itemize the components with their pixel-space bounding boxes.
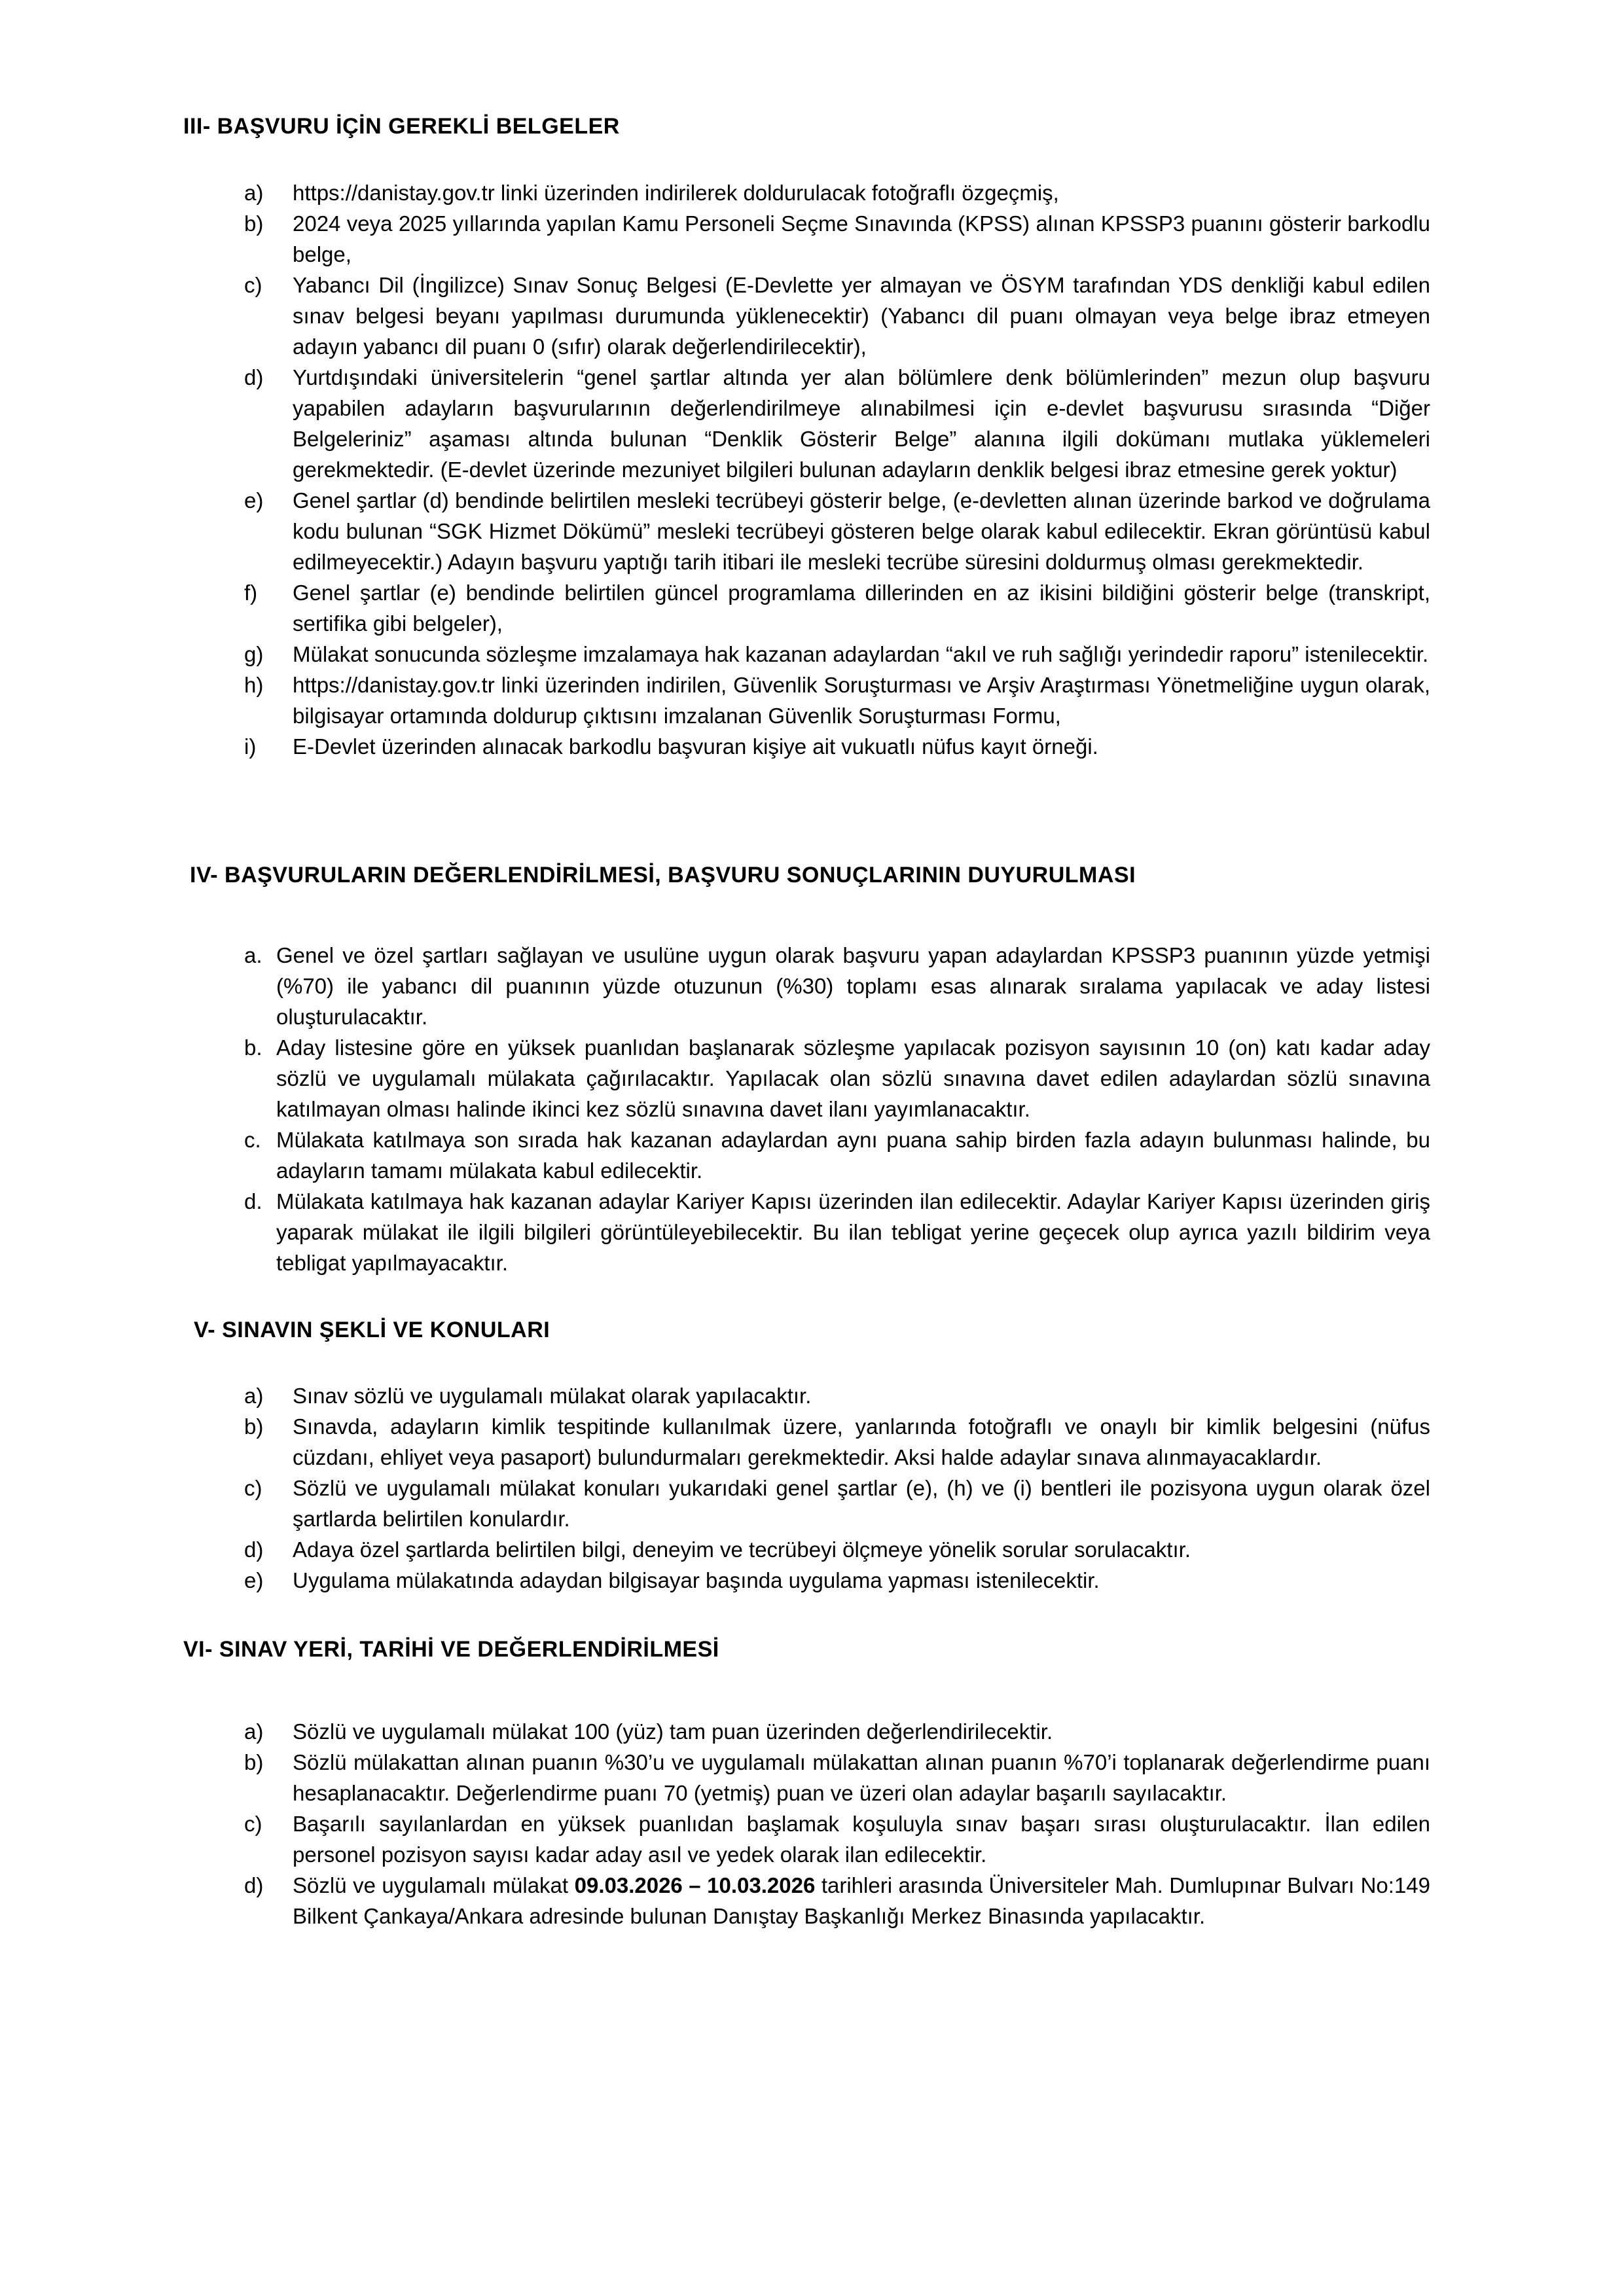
list-item <box>183 1565 1430 1596</box>
document-section <box>183 111 1430 762</box>
section-heading: VI- SINAV YERİ, TARİHİ VE DEĞERLENDİRİLMESİ <box>183 1637 719 1662</box>
list-item <box>183 1870 1430 1931</box>
item-marker: c. <box>244 1128 261 1152</box>
item-marker: d) <box>244 1873 264 1897</box>
section-item-list <box>183 940 1430 1278</box>
item-text: Genel şartlar (e) bendinde belirtilen güncel programlama dillerinden en az ikisini bildiğini gösterir belge (transkript, sertifika gibi belgeler), <box>293 581 1430 636</box>
item-marker: c) <box>244 1812 262 1836</box>
item-marker: f) <box>244 581 258 605</box>
list-item <box>183 639 1430 670</box>
document-section <box>183 860 1430 1278</box>
item-marker: i) <box>244 734 257 759</box>
item-text: https://danistay.gov.tr linki üzerinden indirilerek doldurulacak fotoğraflı özgeçmiş, <box>293 181 1059 205</box>
list-item <box>183 731 1430 762</box>
item-text: Adaya özel şartlarda belirtilen bilgi, deneyim ve tecrübeyi ölçmeye yönelik sorular sorulacaktır. <box>293 1537 1191 1562</box>
list-item <box>183 1032 1430 1124</box>
section-heading: III- BAŞVURU İÇİN GEREKLİ BELGELER <box>183 114 620 139</box>
list-item <box>183 1380 1430 1411</box>
item-marker: b) <box>244 211 264 236</box>
item-text: https://danistay.gov.tr linki üzerinden indirilen, Güvenlik Soruşturması ve Arşiv Araştırması Yönetmeliğine uygun olarak, bilgisayar ortamında doldurup çıktısını imzalanan Güvenlik Soruşturması Formu, <box>293 673 1430 728</box>
list-item <box>183 577 1430 639</box>
list-item <box>183 1124 1430 1186</box>
item-text: Genel şartlar (d) bendinde belirtilen mesleki tecrübeyi gösterir belge, (e-devletten alınan üzerinde barkod ve doğrulama kodu bulunan “SGK Hizmet Dökümü” mesleki tecrübeyi gösteren belge olarak kabul edilecektir. Ekran görüntüsü kabul edilmeyecektir.) Adayın başvuru yaptığı tarih itibari ile mesleki tecrübe süresini doldurmuş olması gerekmektedir. <box>293 488 1430 574</box>
item-marker: e) <box>244 488 264 512</box>
list-item <box>183 670 1430 731</box>
item-text <box>293 1873 1430 1928</box>
item-marker: d) <box>244 1537 264 1562</box>
item-text: Genel ve özel şartları sağlayan ve usulüne uygun olarak başvuru yapan adaylardan KPSSP3 puanının yüzde yetmişi (%70) ile yabancı dil puanının yüzde otuzunun (%30) toplamı esas alınarak sıralama yapılacak ve aday listesi oluşturulacaktır. <box>276 943 1430 1029</box>
item-marker: b) <box>244 1414 264 1439</box>
item-text: Aday listesine göre en yüksek puanlıdan başlanarak sözleşme yapılacak pozisyon sayısının 10 (on) katı kadar aday sözlü ve uygulamalı mülakata çağırılacaktır. Yapılacak olan sözlü sınavına davet edilen adaylardan sözlü sınavına katılmayan olması halinde ikinci kez sözlü sınavına davet ilanı yayımlanacaktır. <box>276 1035 1430 1121</box>
list-item <box>183 1411 1430 1473</box>
list-item <box>183 485 1430 577</box>
item-text-segment: Sözlü ve uygulamalı mülakat <box>293 1873 575 1897</box>
section-item-list <box>183 1380 1430 1596</box>
item-marker: h) <box>244 673 264 697</box>
list-item <box>183 362 1430 485</box>
section-heading: V- SINAVIN ŞEKLİ VE KONULARI <box>194 1318 550 1342</box>
list-item <box>183 177 1430 208</box>
item-text-segment: tarihleri arasında Üniversiteler Mah. Dumlupınar Bulvarı No:149 Bilkent Çankaya/Ankara adresinde bulunan Danıştay Başkanlığı Merkez Binasında yapılacaktır. <box>293 1873 1431 1928</box>
item-text: Sözlü ve uygulamalı mülakat konuları yukarıdaki genel şartlar (e), (h) ve (i) bentleri ile pozisyona uygun olarak özel şartlarda belirtilen konulardır. <box>293 1476 1430 1531</box>
document-section <box>183 1315 1430 1596</box>
item-marker: d. <box>244 1189 262 1213</box>
item-text: Mülakata katılmaya hak kazanan adaylar Kariyer Kapısı üzerinden ilan edilecektir. Adaylar Kariyer Kapısı üzerinden giriş yaparak mülakat ile ilgili bilgileri görüntüleyebilecektir. Bu ilan tebligat yerine geçecek olup ayrıca yazılı bildirim veya tebligat yapılmayacaktır. <box>276 1189 1430 1275</box>
item-text: Başarılı sayılanlardan en yüksek puanlıdan başlamak koşuluyla sınav başarı sırası oluşturulacaktır. İlan edilen personel pozisyon sayısı kadar aday asıl ve yedek olarak ilan edilecektir. <box>293 1812 1430 1867</box>
item-marker: c) <box>244 273 262 297</box>
list-item <box>183 1808 1430 1870</box>
item-text-bold-segment: 09.03.2026 – 10.03.2026 <box>574 1873 816 1897</box>
item-marker: b. <box>244 1035 262 1060</box>
list-item <box>183 1473 1430 1534</box>
item-text: Mülakata katılmaya son sırada hak kazanan adaylardan aynı puana sahip birden fazla adayın bulunması halinde, bu adayların tamamı mülakata kabul edilecektir. <box>276 1128 1430 1183</box>
item-marker: e) <box>244 1568 264 1592</box>
list-item <box>183 1534 1430 1565</box>
document-section <box>183 1634 1430 1931</box>
item-text: Sınav sözlü ve uygulamalı mülakat olarak yapılacaktır. <box>293 1384 812 1408</box>
item-marker: a. <box>244 943 262 967</box>
section-item-list <box>183 177 1430 762</box>
item-marker: c) <box>244 1476 262 1500</box>
item-text: Yabancı Dil (İngilizce) Sınav Sonuç Belgesi (E-Devlette yer almayan ve ÖSYM tarafından YDS denkliği kabul edilen sınav belgesi beyanı yapılması durumunda yüklenecektir) (Yabancı dil puanı olmayan veya belge ibraz etmeyen adayın yabancı dil puanı 0 (sıfır) olarak değerlendirilecektir), <box>293 273 1430 359</box>
list-item <box>183 208 1430 270</box>
section-item-list <box>183 1716 1430 1931</box>
list-item <box>183 1747 1430 1808</box>
item-text: Uygulama mülakatında adaydan bilgisayar başında uygulama yapması istenilecektir. <box>293 1568 1100 1592</box>
list-item <box>183 1186 1430 1278</box>
list-item <box>183 1716 1430 1747</box>
item-text: Sınavda, adayların kimlik tespitinde kullanılmak üzere, yanlarında fotoğraflı ve onaylı bir kimlik belgesini (nüfus cüzdanı, ehliyet veya pasaport) bulundurmaları gerekmektedir. Aksi halde adaylar sınava alınmayacaklardır. <box>293 1414 1430 1469</box>
item-marker: d) <box>244 365 264 389</box>
list-item <box>183 270 1430 362</box>
document-content <box>183 111 1430 1931</box>
item-marker: g) <box>244 642 264 666</box>
item-text: E-Devlet üzerinden alınacak barkodlu başvuran kişiye ait vukuatlı nüfus kayıt örneği. <box>293 734 1098 759</box>
item-marker: a) <box>244 1384 264 1408</box>
item-marker: a) <box>244 1719 264 1744</box>
section-heading: IV- BAŞVURULARIN DEĞERLENDİRİLMESİ, BAŞVURU SONUÇLARININ DUYURULMASI <box>190 863 1136 888</box>
item-text: Yurtdışındaki üniversitelerin “genel şartlar altında yer alan bölümlere denk bölümlerinden” mezun olup başvuru yapabilen adayların başvurularının değerlendirilmeye alınabilmesi için e-devlet başvurusu sırasında “Diğer Belgeleriniz” aşaması altında bulunan “Denklik Gösterir Belge” alanına ilgili dokümanı mutlaka yüklemeleri gerekmektedir. (E-devlet üzerinde mezuniyet bilgileri bulunan adayların denklik belgesi ibraz etmesine gerek yoktur) <box>293 365 1430 482</box>
item-text: Sözlü mülakattan alınan puanın %30’u ve uygulamalı mülakattan alınan puanın %70’i toplanarak değerlendirme puanı hesaplanacaktır. Değerlendirme puanı 70 (yetmiş) puan ve üzeri olan adaylar başarılı sayılacaktır. <box>293 1750 1430 1805</box>
item-text: Sözlü ve uygulamalı mülakat 100 (yüz) tam puan üzerinden değerlendirilecektir. <box>293 1719 1053 1744</box>
item-text: 2024 veya 2025 yıllarında yapılan Kamu Personeli Seçme Sınavında (KPSS) alınan KPSSP3 puanını gösterir barkodlu belge, <box>293 211 1430 266</box>
item-text: Mülakat sonucunda sözleşme imzalamaya hak kazanan adaylardan “akıl ve ruh sağlığı yerindedir raporu” istenilecektir. <box>293 642 1429 666</box>
item-marker: a) <box>244 181 264 205</box>
list-item <box>183 940 1430 1032</box>
item-marker: b) <box>244 1750 264 1774</box>
